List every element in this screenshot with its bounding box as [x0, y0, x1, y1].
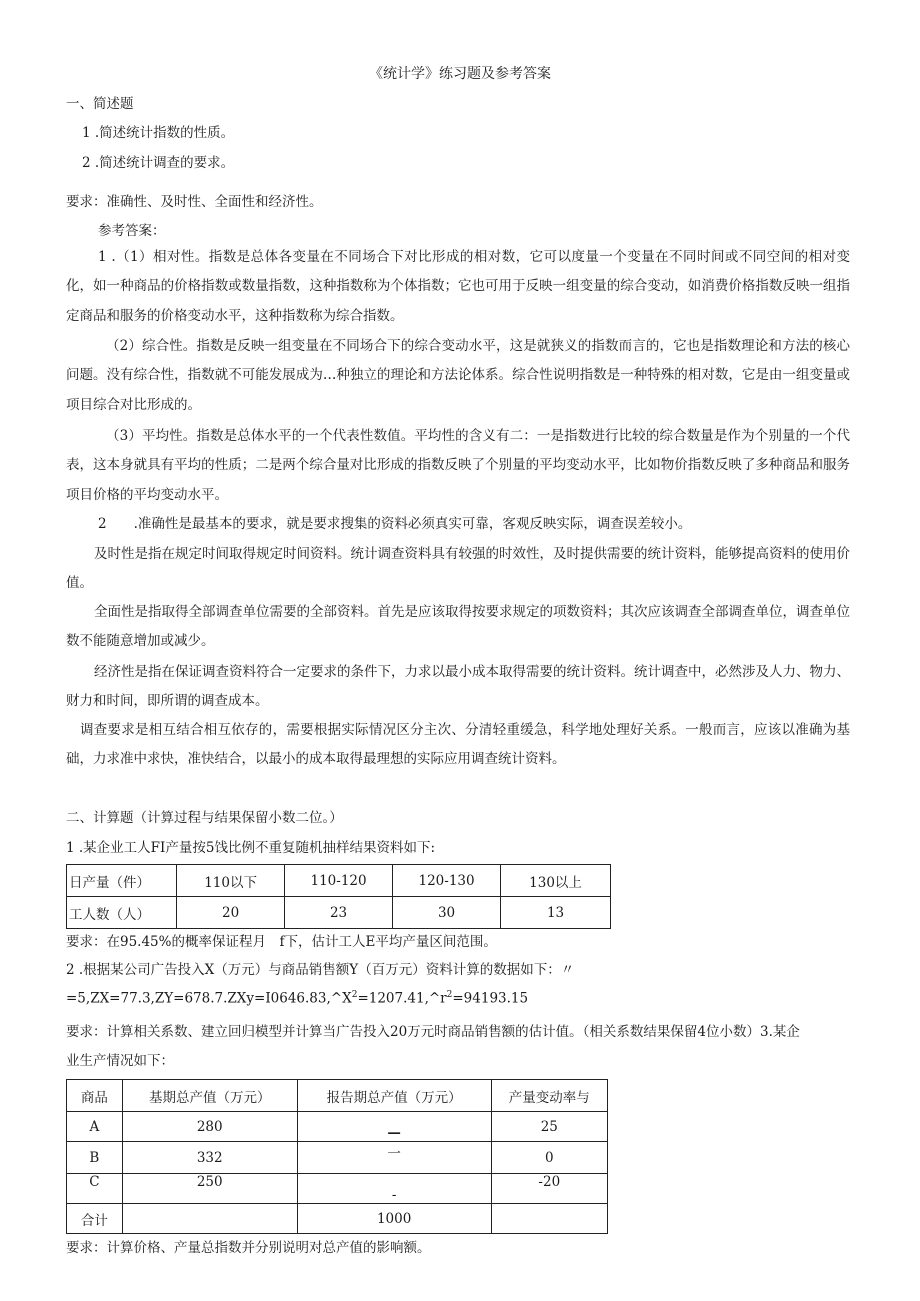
formula-part-a: =5,ZX=77.3,ZY=678.7.ZXy=I0646.83,^X: [66, 990, 352, 1007]
table1-cell: 30: [393, 897, 501, 929]
formula-sup-2: 2: [446, 990, 453, 1000]
table1-header-cell: 130以上: [501, 865, 611, 897]
answer-1-comprehensiveness: （2）综合性。指数是反映一组变量在不同场合下的综合变动水平，这是就狭义的指数而言的，它也是指数理论和方法的核心问题。没有综合性，指数就不可能发展成为…种独立的理论和方法论体系。综合性说明指数是一种特殊的相对数，它是由一组变量或项目综合对比形成的。: [66, 338, 850, 413]
table2-cell: -20: [491, 1174, 607, 1204]
formula-sup-1: 2: [351, 990, 358, 1000]
answer-2-summary: 调查要求是相互结合相互依存的，需要根据实际情况区分主次、分清轻重缓急，科学地处理好关系。一般而言，应该以准确为基础，力求准中求快，准快结合，以最小的成本取得最理想的实际应用调查统计资料。: [66, 722, 850, 768]
table2-header-cell: 基期总产值（万元）: [122, 1080, 297, 1112]
calc-requirement-2-cont: 业生产情况如下：: [66, 1053, 174, 1069]
table2-cell: 0: [491, 1142, 607, 1174]
calc-question-1: 1 .某企业工人FI产量按5饯比例不重复随机抽样结果资料如下:: [66, 840, 436, 856]
table2-cell: [122, 1204, 297, 1234]
answer-2-timeliness: 及时性是指在规定时间取得规定时间资料。统计调查资料具有较强的时效性，及时提供需要的统计资料，能够提高资料的使用价值。: [66, 546, 850, 592]
table1-header-cell: 110以下: [177, 865, 285, 897]
table2-cell: 一: [297, 1142, 491, 1174]
question-2: 2 .简述统计调查的要求。: [82, 155, 235, 171]
table2-cell: 332: [122, 1142, 297, 1174]
document-title: 《统计学》练习题及参考答案: [369, 66, 551, 82]
question-1: 1 .简述统计指数的性质。: [82, 125, 235, 141]
table2-cell: [491, 1204, 607, 1234]
table2-cell: —: [297, 1112, 491, 1142]
table2-cell: 25: [491, 1112, 607, 1142]
table2-cell: 250: [122, 1174, 297, 1204]
table2-cell: 1000: [297, 1204, 491, 1234]
table2-cell: C: [67, 1174, 123, 1204]
table1-cell: 23: [285, 897, 393, 929]
answer-1-averageness: （3）平均性。指数是总体水平的一个代表性数值。平均性的含义有二：一是指数进行比较的综合数量是作为个别量的一个代表，这本身就具有平均的性质；二是两个综合量对比形成的指数反映了个别量的平均变动水平，比如物价指数反映了多种商品和服务项目价格的平均变动水平。: [66, 428, 850, 503]
section2-heading: 二、计算题（计算过程与结果保留小数二位。）: [66, 810, 343, 826]
table2-cell: 280: [122, 1112, 297, 1142]
production-table: [66, 1079, 608, 1234]
table1-header-cell: 120-130: [393, 865, 501, 897]
answer-2-completeness: 全面性是指取得全部调查单位需要的全部资料。首先是应该取得按要求规定的项数资料；其次应该调查全部调查单位，调查单位数不能随意增加或减少。: [66, 604, 850, 650]
table1-header-cell: 日产量（件）: [67, 865, 177, 897]
regression-formula: [66, 990, 528, 1007]
requirement-text: 要求：准确性、及时性、全面性和经济性。: [66, 194, 323, 210]
table2-cell: B: [67, 1142, 123, 1174]
section1-heading: 一、简述题: [66, 96, 134, 112]
calc-question-2: 2 .根据某公司广告投入X（万元）与商品销售额Y（百万元）资料计算的数据如下：〃: [66, 962, 575, 978]
table2-cell: A: [67, 1112, 123, 1142]
table2-cell: 合计: [67, 1204, 123, 1234]
table2-header-cell: 商品: [67, 1080, 123, 1112]
answer-label: 参考答案：: [98, 223, 166, 239]
formula-part-b: =1207.41,^r: [357, 990, 447, 1007]
calc-requirement-3: 要求：计算价格、产量总指数并分别说明对总产值的影响额。: [66, 1240, 431, 1256]
calc-requirement-1: 要求：在95.45%的概率保证程月 f下，估计工人E平均产量区间范围。: [66, 934, 497, 950]
output-table: [66, 864, 611, 929]
answer-1-relativity: 1 .（1）相对性。指数是总体各变量在不同场合下对比形成的相对数，它可以度量一个变量在不同时间或不同空间的相对变化，如一种商品的价格指数或数量指数，这种指数称为个体指数；它也可用于反映一组变量的综合变动，如消费价格指数反映一组指定商品和服务的价格变动水平，这种指数称为综合指数。: [66, 249, 850, 324]
table1-cell: 工人数（人）: [67, 897, 177, 929]
table2-header-cell: 报告期总产值（万元）: [297, 1080, 491, 1112]
calc-requirement-2: 要求：计算相关系数、建立回归模型并计算当广告投入20万元时商品销售额的估计值。（相关系数结果保留4位小数）3.某企: [66, 1024, 800, 1040]
table1-header-cell: 110-120: [285, 865, 393, 897]
answer-2-economy: 经济性是指在保证调查资料符合一定要求的条件下，力求以最小成本取得需要的统计资料。统计调查中，必然涉及人力、物力、财力和时间，即所谓的调查成本。: [66, 664, 850, 710]
table2-header-cell: 产量变动率与: [491, 1080, 607, 1112]
answer-2-accuracy: 2 .准确性是最基本的要求，就是要求搜集的资料必须真实可靠，客观反映实际，调查误差较小。: [98, 516, 692, 532]
table1-cell: 13: [501, 897, 611, 929]
formula-part-c: =94193.15: [452, 990, 529, 1007]
table1-cell: 20: [177, 897, 285, 929]
table2-cell: -: [297, 1174, 491, 1204]
